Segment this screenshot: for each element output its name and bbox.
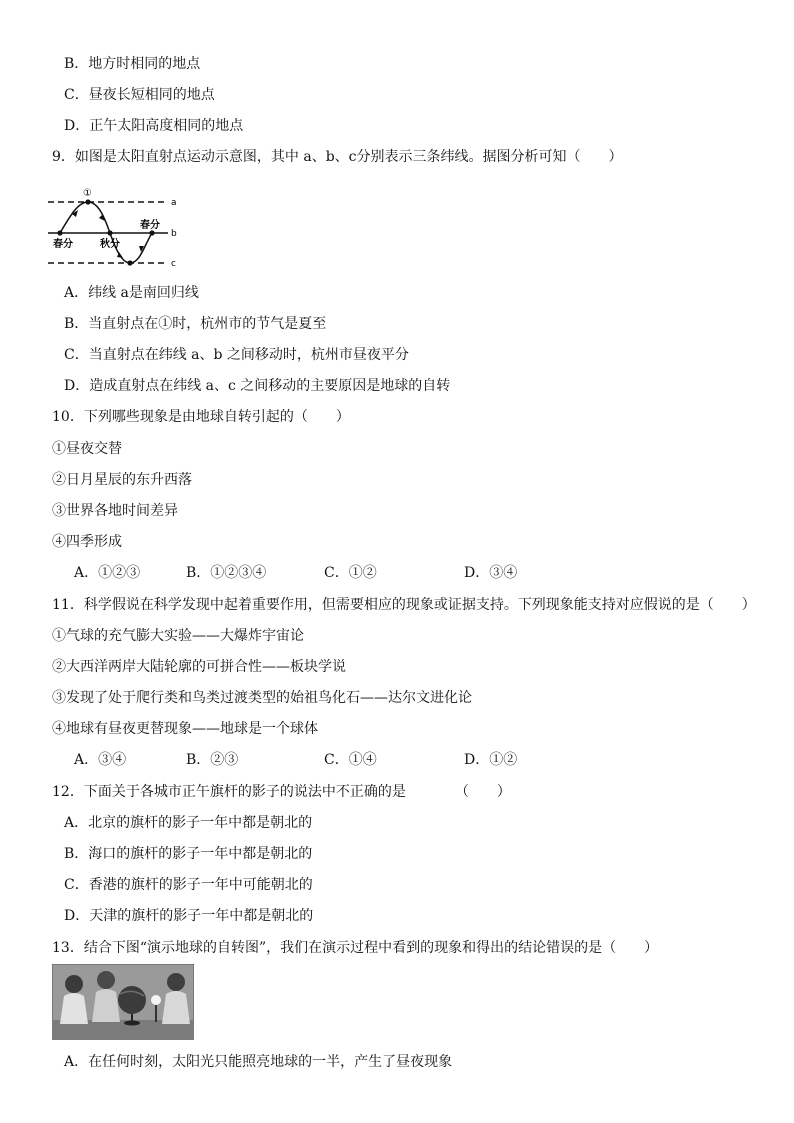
q8-option-b: B．地方时相同的地点	[64, 56, 201, 72]
q10-stem: 10．下列哪些现象是由地球自转引起的（ ）	[52, 409, 350, 425]
point-autumn	[107, 230, 112, 235]
q12-option-b: B．海口的旗杆的影子一年中都是朝北的	[64, 846, 313, 862]
q10-item-3: ③世界各地时间差异	[52, 503, 178, 519]
q12-stem: 12．下面关于各城市正午旗杆的影子的说法中不正确的是 （ ）	[52, 784, 511, 800]
q8-option-c: C．昼夜长短相同的地点	[64, 87, 215, 103]
q13-option-a: A．在任何时刻，太阳光只能照亮地球的一半，产生了昼夜现象	[64, 1054, 453, 1070]
label-chunfen-right: 春分	[140, 220, 160, 231]
child-middle-body	[92, 989, 120, 1022]
child-right-body	[162, 991, 190, 1024]
q12-option-a: A．北京的旗杆的影子一年中都是朝北的	[64, 815, 313, 831]
q8-option-d: D．正午太阳高度相同的地点	[64, 118, 244, 134]
child-middle-head	[97, 971, 115, 989]
q12-option-d: D．天津的旗杆的影子一年中都是朝北的	[64, 908, 314, 924]
label-a: a	[171, 198, 177, 208]
label-c: c	[171, 259, 176, 268]
q10-option-a: A．①②③	[74, 565, 141, 581]
q9-option-b: B．当直射点在①时，杭州市的节气是夏至	[64, 316, 327, 332]
q9-option-d: D．造成直射点在纬线 a、c 之间移动的主要原因是地球的自转	[64, 378, 451, 394]
child-left-head	[65, 975, 83, 993]
q10-option-b: B．①②③④	[186, 565, 267, 581]
label-point-1: ①	[83, 188, 92, 199]
q11-stem: 11．科学假说在科学发现中起着重要作用，但需要相应的现象或证据支持。下列现象能支持对应假说的是（ ）	[52, 597, 756, 613]
q11-option-a: A．③④	[74, 752, 127, 768]
earth-rotation-demo-photo	[52, 964, 194, 1040]
label-b: b	[171, 229, 177, 239]
q11-item-3: ③发现了处于爬行类和鸟类过渡类型的始祖鸟化石——达尔文进化论	[52, 690, 472, 706]
globe-icon	[118, 986, 146, 1014]
point-spring-right	[149, 230, 154, 235]
q9-option-c: C．当直射点在纬线 a、b 之间移动时，杭州市昼夜平分	[64, 347, 409, 363]
q11-option-b: B．②③	[186, 752, 239, 768]
point-winter	[127, 260, 132, 265]
child-left-body	[60, 993, 88, 1024]
q11-item-4: ④地球有昼夜更替现象——地球是一个球体	[52, 721, 318, 737]
q9-option-a: A．纬线 a是南回归线	[64, 285, 199, 301]
q10-item-2: ②日月星辰的东升西落	[52, 472, 192, 488]
q11-option-c: C．①④	[324, 752, 377, 768]
q12-option-c: C．香港的旗杆的影子一年中可能朝北的	[64, 877, 313, 893]
q10-item-4: ④四季形成	[52, 534, 122, 550]
point-spring-left	[57, 230, 62, 235]
q10-item-1: ①昼夜交替	[52, 441, 122, 457]
point-1	[85, 199, 90, 204]
subsolar-point-diagram	[44, 186, 184, 268]
child-right-head	[167, 973, 185, 991]
label-qiufen: 秋分	[100, 239, 120, 250]
q13-stem: 13．结合下图“演示地球的自转图”，我们在演示过程中看到的现象和得出的结论错误的是（ ）	[52, 940, 659, 956]
label-chunfen-left: 春分	[53, 239, 73, 250]
lamp-icon	[151, 995, 161, 1005]
q11-item-2: ②大西洋两岸大陆轮廓的可拼合性——板块学说	[52, 659, 346, 675]
q10-option-d: D．③④	[464, 565, 518, 581]
q11-item-1: ①气球的充气膨大实验——大爆炸宇宙论	[52, 628, 304, 644]
q9-stem: 9．如图是太阳直射点运动示意图，其中 a、b、c分别表示三条纬线。据图分析可知（ ）	[52, 149, 623, 165]
q10-option-c: C．①②	[324, 565, 377, 581]
q11-option-d: D．①②	[464, 752, 518, 768]
